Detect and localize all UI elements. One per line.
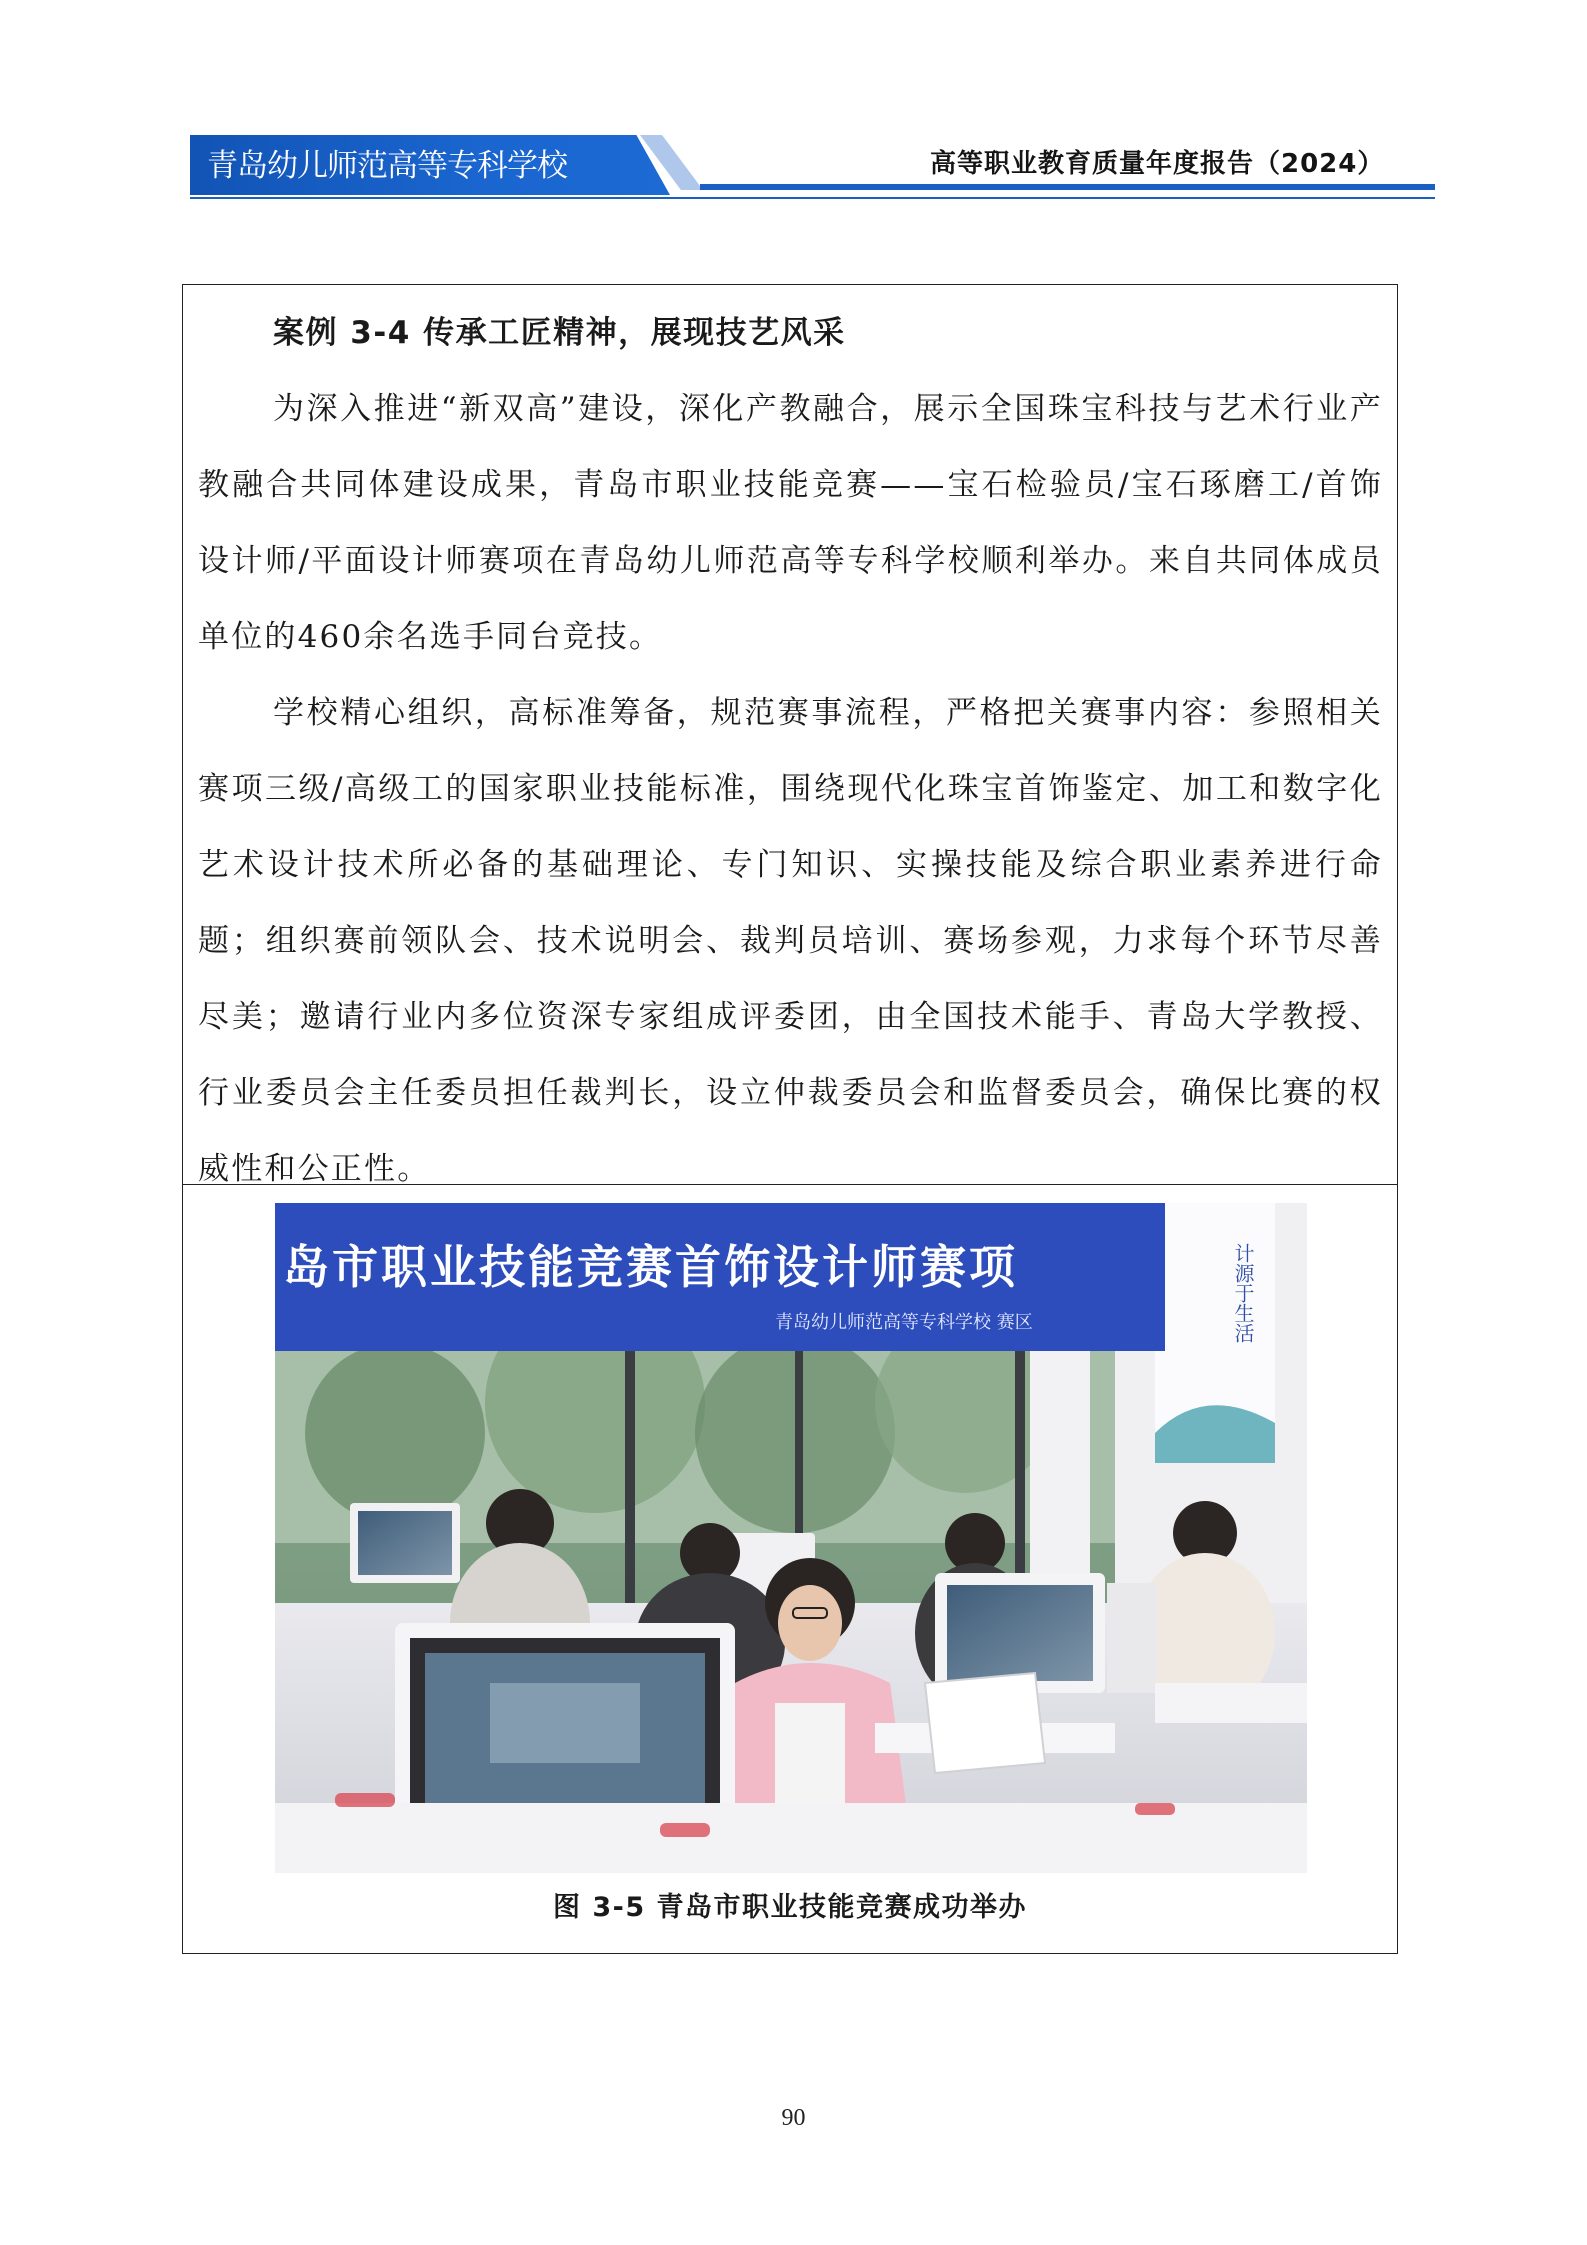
banner-subtext: 青岛幼儿师范高等专科学校 赛区 bbox=[775, 1312, 1033, 1333]
header-rule-thick bbox=[700, 184, 1435, 190]
page-header bbox=[0, 0, 1587, 210]
report-title: 高等职业教育质量年度报告（2024） bbox=[930, 149, 1385, 179]
case-title: 案例 3-4 传承工匠精神，展现技艺风采 bbox=[273, 315, 846, 351]
case-paragraph-1: 为深入推进“新双高”建设，深化产教融合，展示全国珠宝科技与艺术行业产教融合共同体建设成果，青岛市职业技能竞赛——宝石检验员/宝石琢磨工/首饰设计师/平面设计师赛项在青岛幼儿师范高等专科学校顺利举办。来自共同体成员单位的460余名选手同台竞技。 bbox=[198, 391, 1383, 655]
banner-text: 岛市职业技能竞赛首饰设计师赛项 bbox=[283, 1240, 1018, 1294]
header-rule-thin bbox=[190, 197, 1435, 199]
poster-text: 计源于生活 bbox=[1231, 1243, 1255, 1343]
case-paragraph-2: 学校精心组织，高标准筹备，规范赛事流程，严格把关赛事内容：参照相关赛项三级/高级工的国家职业技能标准，围绕现代化珠宝首饰鉴定、加工和数字化艺术设计技术所必备的基础理论、专门知识、实操技能及综合职业素养进行命题；组织赛前领队会、技术说明会、裁判员培训、赛场参观，力求每个环节尽善尽美；邀请行业内多位资深专家组成评委团，由全国技术能手、青岛大学教授、行业委员会主任委员担任裁判长，设立仲裁委员会和监督委员会，确保比赛的权威性和公正性。 bbox=[198, 695, 1383, 1187]
case-box bbox=[182, 284, 1398, 1954]
page-number: 90 bbox=[781, 2105, 806, 2131]
school-name: 青岛幼儿师范高等专科学校 bbox=[207, 148, 567, 184]
competition-photo bbox=[275, 1203, 1307, 1873]
case-divider bbox=[183, 1184, 1397, 1185]
figure-caption: 图 3-5 青岛市职业技能竞赛成功举办 bbox=[552, 1892, 1028, 1923]
